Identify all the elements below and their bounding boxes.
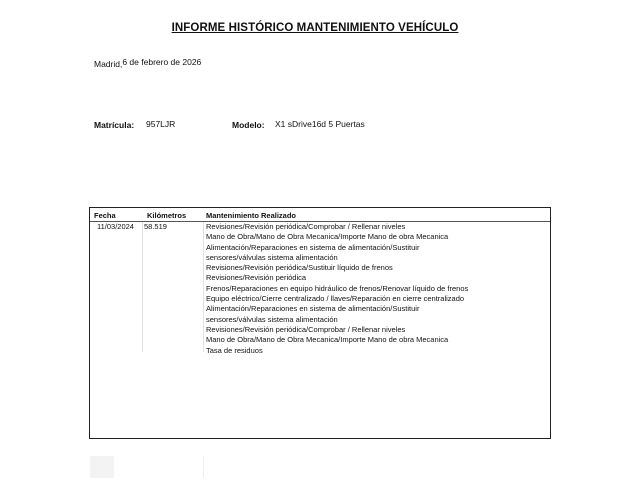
- maintenance-table: [89, 207, 551, 439]
- maintenance-item: Tasa de residuos: [206, 345, 263, 355]
- page-artifact-line: [203, 456, 204, 478]
- city-label: Madrid,: [94, 59, 123, 69]
- maintenance-item: Revisiones/Revisión periódica/Sustituir líquido de frenos: [206, 263, 393, 273]
- maintenance-item: sensores/válvulas sistema alimentación: [206, 252, 338, 262]
- maintenance-item: sensores/válvulas sistema alimentación: [206, 314, 338, 324]
- maintenance-item: Equipo eléctrico/Cierre centralizado / llaves/Reparación en cierre centralizado: [206, 294, 465, 304]
- row-km: 58.519: [144, 222, 167, 231]
- report-date: 6 de febrero de 2026: [122, 57, 202, 67]
- column-divider: [203, 222, 204, 352]
- header-km: Kilómetros: [147, 211, 187, 220]
- column-divider: [142, 222, 143, 352]
- maintenance-item: Frenos/Reparaciones en equipo hidráulico de frenos/Renovar líquido de frenos: [206, 283, 469, 293]
- maintenance-item: Revisiones/Revisión periódica/Comprobar / Rellenar niveles: [206, 222, 406, 231]
- model-value: X1 sDrive16d 5 Puertas: [275, 119, 365, 129]
- maintenance-item: Revisiones/Revisión periódica/Comprobar / Rellenar niveles: [206, 324, 406, 334]
- maintenance-item: Alimentación/Reparaciones en sistema de alimentación/Sustituir: [206, 242, 420, 252]
- page-artifact: [90, 456, 114, 478]
- plate-value: 957LJR: [146, 119, 176, 129]
- maintenance-item: Alimentación/Reparaciones en sistema de alimentación/Sustituir: [206, 304, 420, 314]
- header-maintenance: Mantenimiento Realizado: [206, 211, 297, 220]
- maintenance-list: [206, 222, 468, 356]
- plate-label: Matrícula:: [94, 120, 135, 130]
- row-date: 11/03/2024: [97, 222, 134, 231]
- header-date: Fecha: [94, 211, 116, 220]
- report-title: INFORME HISTÓRICO MANTENIMIENTO VEHÍCULO: [171, 22, 459, 34]
- model-label: Modelo:: [232, 120, 265, 130]
- place-and-date: [94, 57, 201, 67]
- maintenance-item: Mano de Obra/Mano de Obra Mecanica/Importe Mano de obra Mecanica: [206, 335, 449, 345]
- maintenance-item: Revisiones/Revisión periódica: [206, 273, 307, 283]
- maintenance-item: Mano de Obra/Mano de Obra Mecanica/Importe Mano de obra Mecanica: [206, 232, 449, 242]
